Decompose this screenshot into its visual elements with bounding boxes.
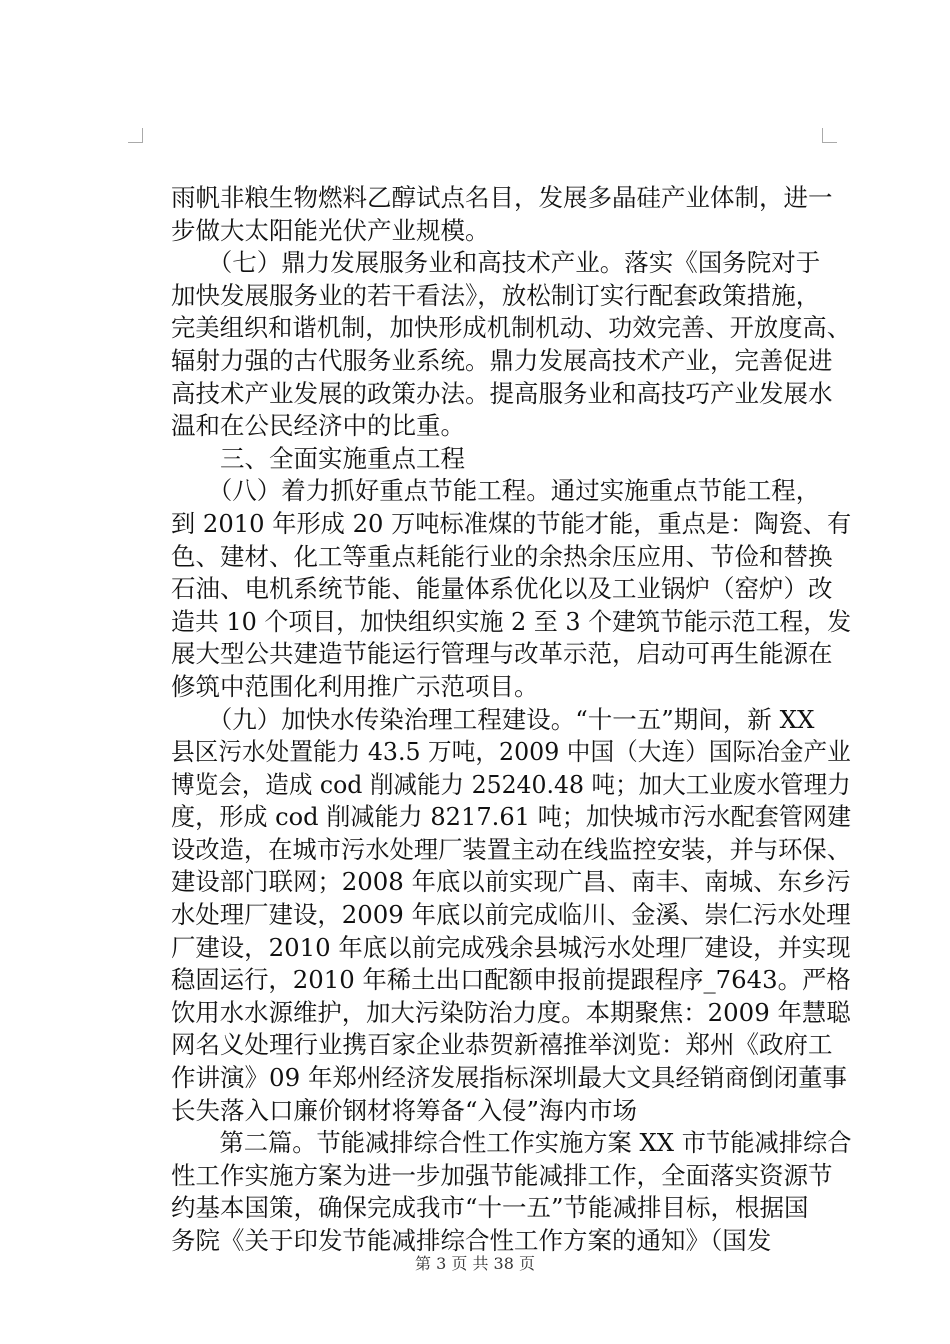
text-line: 造共 10 个项目，加快组织实施 2 至 3 个建筑节能示范工程，发 [171,606,852,636]
text-line: 厂建设，2010 年底以前完成残余县城污水处理厂建设，并实现 [171,932,851,962]
text-line: 饮用水水源维护，加大污染防治力度。本期聚焦：2009 年慧聪 [171,997,851,1027]
text-line: （七）鼎力发展服务业和高技术产业。落实《国务院对于 [171,248,821,278]
text-line: 博览会，造成 cod 削减能力 25240.48 吨；加大工业废水管理力 [171,769,851,799]
text-line: 作讲演》09 年郑州经济发展指标深圳最大文具经销商倒闭董事 [171,1063,847,1093]
text-line: 长失落入口廉价钢材将筹备“入侵”海内市场 [171,1095,638,1125]
text-line: 高技术产业发展的政策办法。提高服务业和高技巧产业发展水 [171,378,833,408]
text-line: 完美组织和谐机制，加快形成机制机动、功效完善、开放度高、 [171,313,851,343]
text-line: 到 2010 年形成 20 万吨标准煤的节能才能，重点是：陶瓷、有 [171,508,852,538]
text-line: 性工作实施方案为进一步加强节能减排工作，全面落实资源节 [171,1160,833,1190]
text-line: 温和在公民经济中的比重。 [171,411,465,441]
text-line: 石油、电机系统节能、能量体系优化以及工业锅炉（窑炉）改 [171,574,833,604]
body-text [171,182,851,1258]
page-footer: 第 3 页 共 38 页 [415,1254,535,1273]
text-line: 加快发展服务业的若干看法》，放松制订实行配套政策措施， [171,280,821,310]
text-line: 县区污水处置能力 43.5 万吨，2009 中国（大连）国际冶金产业 [171,737,851,767]
text-line: 建设部门联网；2008 年底以前实现广昌、南丰、南城、东乡污 [171,867,851,897]
text-line: 第二篇。节能减排综合性工作实施方案 XX 市节能减排综合 [171,1128,852,1158]
text-line: 雨帆非粮生物燃料乙醇试点名目，发展多晶硅产业体制，进一 [171,183,833,212]
text-line: 务院《关于印发节能减排综合性工作方案的通知》（国发 [171,1226,772,1255]
text-line: 辐射力强的古代服务业系统。鼎力发展高技术产业，完善促进 [171,345,833,375]
text-line: 展大型公共建造节能运行管理与改革示范，启动可再生能源在 [171,639,833,669]
text-line: 水处理厂建设，2009 年底以前完成临川、金溪、崇仁污水处理 [171,900,851,930]
crop-mark-top-left [128,128,143,143]
section-heading: 三、全面实施重点工程 [171,443,465,473]
text-line: 设改造，在城市污水处理厂装置主动在线监控安装，并与环保、 [171,834,851,864]
text-line: 约基本国策，确保完成我市“十一五”节能减排目标，根据国 [171,1193,809,1223]
crop-mark-top-right [822,128,837,143]
text-line: 修筑中范围化利用推广示范项目。 [171,671,539,701]
text-line: 稳固运行，2010 年稀土出口配额申报前提跟程序_7643。严格 [171,965,851,995]
text-line: 度，形成 cod 削减能力 8217.61 吨；加快城市污水配套管网建 [171,802,852,832]
text-line: 网名义处理行业携百家企业恭贺新禧推举浏览：郑州《政府工 [171,1030,833,1060]
text-line: 色、建材、化工等重点耗能行业的余热余压应用、节俭和替换 [171,541,833,571]
text-line: 步做大太阳能光伏产业规模。 [171,215,490,245]
text-line: （八）着力抓好重点节能工程。通过实施重点节能工程， [171,476,821,506]
text-line: （九）加快水传染治理工程建设。“十一五”期间，新 XX [171,704,815,734]
